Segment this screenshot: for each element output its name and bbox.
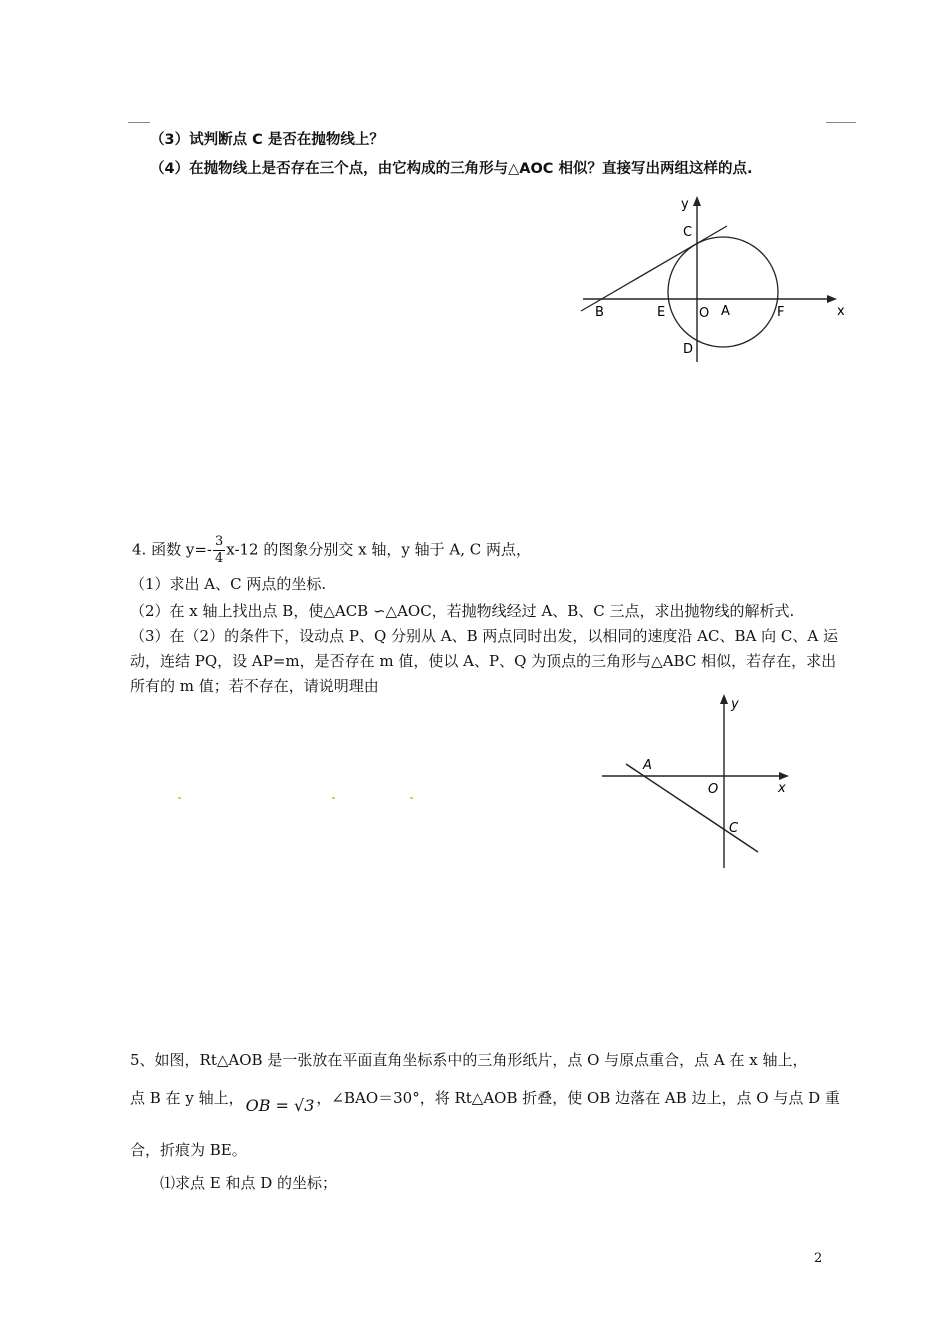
q4-part3-line1: （3）在（2）的条件下，设动点 P、Q 分别从 A、B 两点同时出发，以相同的速度沿 AC、BA 向 C、A 运 — [130, 627, 838, 645]
fig2-label-C: C — [729, 821, 739, 836]
q3-part4: （4）在抛物线上是否存在三个点，由它构成的三角形与△AOC 相似？直接写出两组这样的点. — [150, 161, 753, 177]
q4-stem-suffix: x-12 的图象分别交 x 轴，y 轴于 A, C 两点， — [226, 540, 531, 559]
q5-line2-pre: 点 B 在 y 轴上， — [130, 1089, 244, 1107]
q4-part3-line2: 动，连结 PQ，设 AP=m，是否存在 m 值，使以 A、P、Q 为顶点的三角形与△ABC 相似，若存在，求出 — [130, 652, 837, 670]
figure-circle-tangent — [575, 190, 855, 370]
fig1-label-C: C — [683, 225, 693, 240]
fig2-x-arrow — [779, 772, 789, 780]
q4-part1: （1）求出 A、C 两点的坐标. — [130, 575, 327, 593]
q5-line2-post: ，∠BAO＝30°，将 Rt△AOB 折叠，使 OB 边落在 AB 边上，点 O 与点 D 重 — [316, 1089, 840, 1107]
fig2-line — [626, 764, 758, 852]
fig1-label-E: E — [657, 305, 666, 320]
fig1-circle — [668, 237, 778, 347]
fig2-label-A: A — [643, 758, 652, 773]
q5-part1: ⑴求点 E 和点 D 的坐标； — [160, 1174, 338, 1192]
fig1-label-B: B — [595, 305, 604, 320]
q4-fraction — [213, 534, 225, 567]
fig1-label-F: F — [777, 305, 785, 320]
q4-stem — [132, 534, 531, 567]
fig1-label-x: x — [837, 304, 845, 319]
q4-stem-prefix: 4. 函数 y=- — [132, 540, 212, 559]
fig2-y-arrow — [720, 694, 728, 704]
scan-mark — [332, 797, 335, 799]
fig1-label-y: y — [681, 197, 689, 212]
fig1-label-A: A — [721, 304, 730, 319]
q5-line3: 合，折痕为 BE。 — [130, 1141, 247, 1159]
q3-part3: （3）试判断点 C 是否在抛物线上？ — [150, 132, 384, 148]
fig1-tangent-line — [581, 226, 727, 311]
q5-line1: 5、如图，Rt△AOB 是一张放在平面直角坐标系中的三角形纸片，点 O 与原点重合，点 A 在 x 轴上， — [130, 1051, 808, 1069]
q4-frac-den: 4 — [214, 551, 224, 566]
scan-mark — [178, 797, 181, 799]
header-rule-left — [128, 122, 150, 123]
fig2-label-O: O — [708, 782, 719, 797]
fig1-label-D: D — [683, 342, 694, 357]
q5-ob-formula: OB = √3 — [245, 1096, 315, 1115]
q4-part2: （2）在 x 轴上找出点 B，使△ACB ∽△AOC，若抛物线经过 A、B、C 三点，求出抛物线的解析式. — [130, 602, 795, 620]
q4-part3-line3: 所有的 m 值；若不存在，请说明理由 — [130, 677, 379, 695]
fig1-x-arrow — [827, 295, 837, 303]
q4-frac-num: 3 — [214, 534, 224, 549]
fig2-label-x: x — [778, 781, 786, 796]
scan-mark — [410, 797, 413, 799]
q5-line2 — [130, 1088, 840, 1115]
header-rule-right — [826, 122, 856, 123]
page-number: 2 — [814, 1251, 823, 1266]
fig1-y-arrow — [693, 196, 701, 206]
fig1-label-O: O — [699, 306, 710, 321]
figure-line-axes — [598, 688, 808, 873]
fig2-label-y: y — [731, 697, 739, 712]
